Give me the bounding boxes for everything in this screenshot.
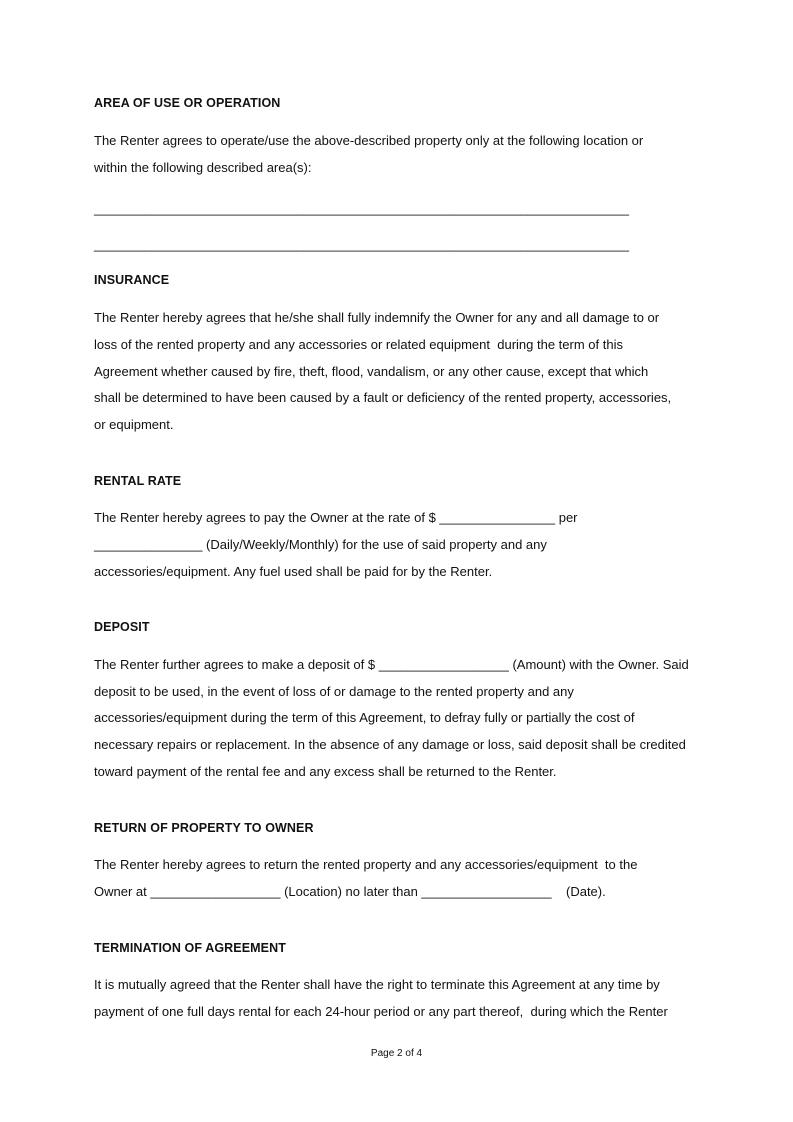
section-heading-termination: TERMINATION OF AGREEMENT [94, 941, 286, 955]
area-blank-line-1: __________________________________________________________________________ [94, 201, 630, 216]
section-heading-rental-rate: RENTAL RATE [94, 474, 182, 488]
section-heading-deposit: DEPOSIT [94, 620, 150, 634]
area-of-use-line-1: The Renter agrees to operate/use the above-described property only at the following location or [94, 133, 644, 148]
insurance-line-3: Agreement whether caused by fire, theft, flood, vandalism, or any other cause, except that which [94, 364, 649, 379]
rental-rate-line-3: accessories/equipment. Any fuel used shall be paid for by the Renter. [94, 564, 493, 579]
deposit-line-4: necessary repairs or replacement. In the absence of any damage or loss, said deposit shall be credited [94, 737, 686, 752]
section-heading-area-of-use: AREA OF USE OR OPERATION [94, 96, 281, 110]
insurance-line-2: loss of the rented property and any accessories or related equipment during the term of this [94, 337, 623, 352]
deposit-line-2: deposit to be used, in the event of loss of or damage to the rented property and any [94, 684, 574, 699]
rental-rate-line-1: The Renter hereby agrees to pay the Owner at the rate of $ ________________ per [94, 510, 578, 525]
rental-rate-line-2: _______________ (Daily/Weekly/Monthly) for the use of said property and any [94, 537, 547, 552]
termination-line-2: payment of one full days rental for each 24-hour period or any part thereof, during which the Renter [94, 1004, 668, 1019]
page-number: Page 2 of 4 [370, 1048, 423, 1059]
insurance-line-4: shall be determined to have been caused by a fault or deficiency of the rented property, accessories, [94, 390, 672, 405]
section-heading-insurance: INSURANCE [94, 273, 170, 287]
section-heading-return-of-property: RETURN OF PROPERTY TO OWNER [94, 821, 314, 835]
area-blank-line-2: __________________________________________________________________________ [94, 237, 630, 252]
return-line-2: Owner at __________________ (Location) no later than __________________ (Date). [94, 884, 606, 899]
deposit-line-5: toward payment of the rental fee and any excess shall be returned to the Renter. [94, 764, 557, 779]
return-line-1: The Renter hereby agrees to return the rented property and any accessories/equipment to the [94, 857, 638, 872]
deposit-line-3: accessories/equipment during the term of this Agreement, to defray fully or partially the cost of [94, 710, 635, 725]
deposit-line-1: The Renter further agrees to make a deposit of $ __________________ (Amount) with the Owner. Said [94, 657, 689, 672]
insurance-line-1: The Renter hereby agrees that he/she shall fully indemnify the Owner for any and all damage to or [94, 310, 660, 325]
termination-line-1: It is mutually agreed that the Renter shall have the right to terminate this Agreement at any time by [94, 977, 660, 992]
area-of-use-line-2: within the following described area(s): [94, 160, 312, 175]
insurance-line-5: or equipment. [94, 417, 174, 432]
